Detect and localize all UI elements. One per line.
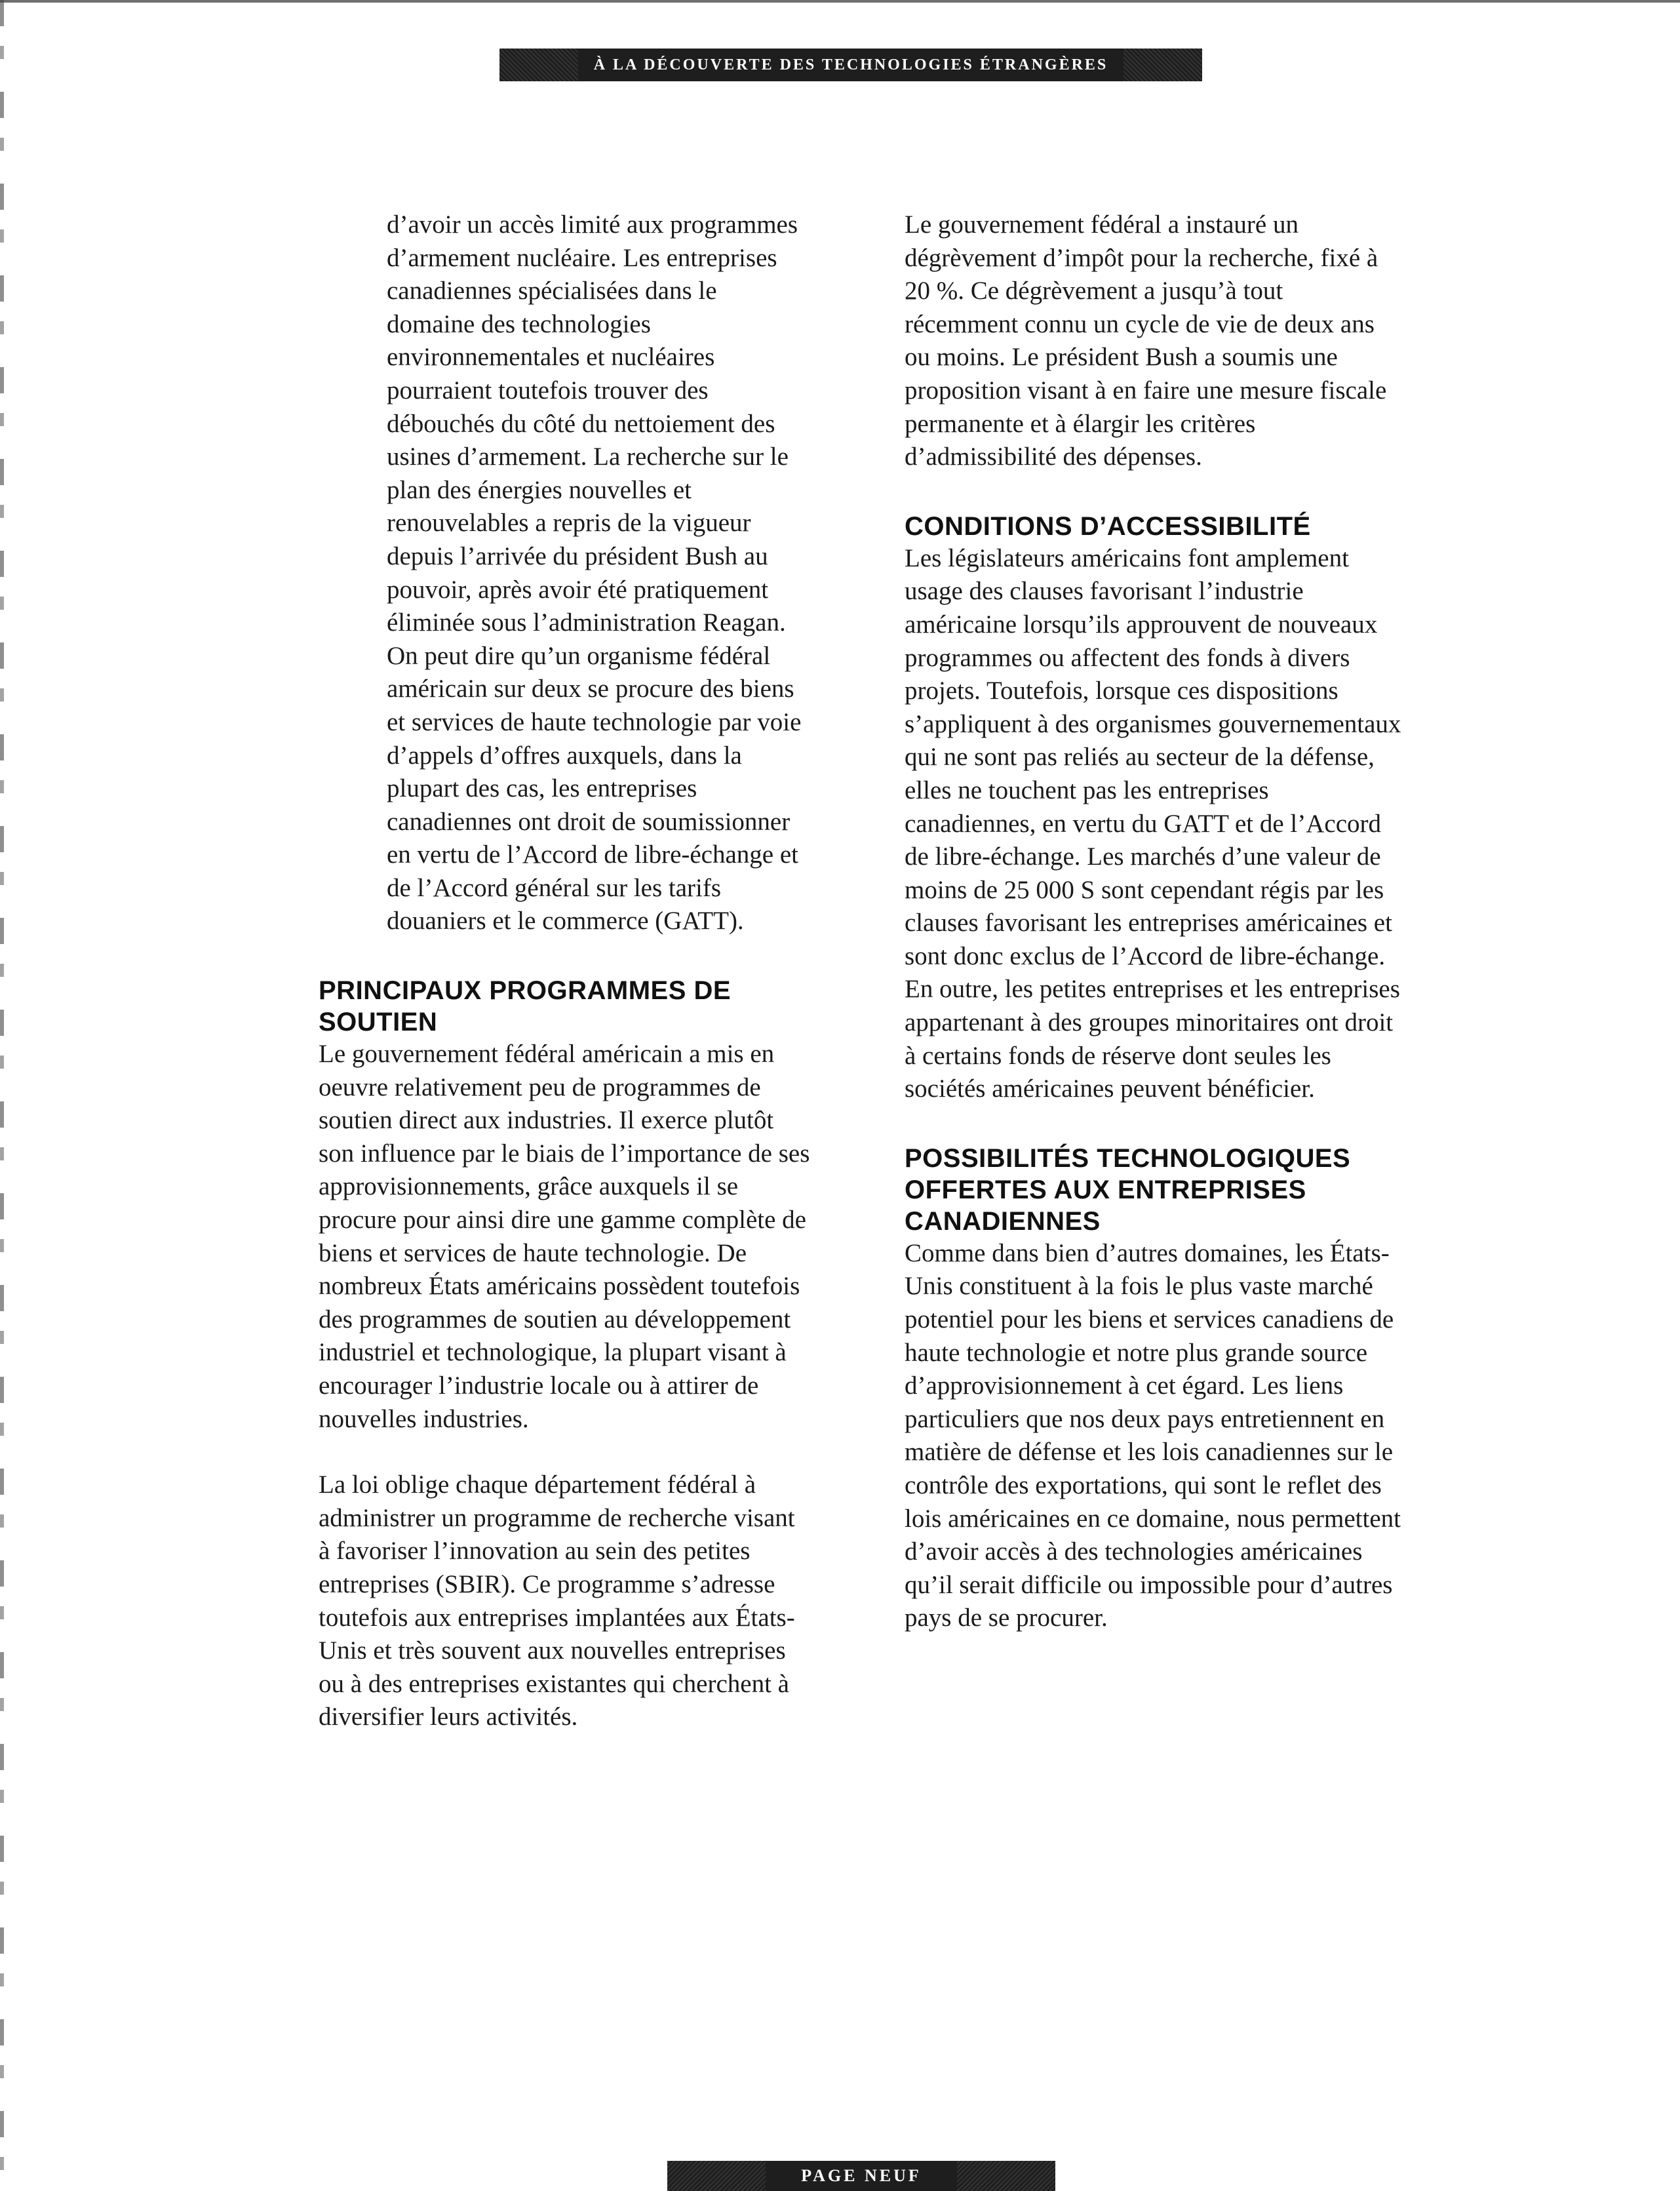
right-paragraph-2: Les législateurs américains font amplement usage des clauses favorisant l’industrie américaine lorsqu’ils approuvent de nouveaux programmes ou affectent des fonds à divers projets. Toutefois, lorsque ces dispositions s’appliquent à des organismes gouvernementaux qui ne sont pas reliés au secteur de la défense, elles ne touchent pas les entreprises canadiennes, en vertu du GATT et de l’Accord de libre-échange. Les marchés d’une valeur de moins de 25 000 S sont cependant régis par les clauses favorisant les entreprises américaines et sont donc exclus de l’Accord de libre-échange. En outre, les petites entreprises et les entreprises appartenant à des groupes minoritaires ont droit à certains fonds de réserve dont seules les sociétés américaines peuvent bénéficier. [905,543,1401,1103]
left-paragraph-2: La loi oblige chaque département fédéral à administrer un programme de recherche visant à favoriser l’innovation au sein des petites entreprises (SBIR). Ce programme s’adresse toutefois aux entreprises implantées aux États-Unis et très souvent aux nouvelles entreprises ou à des entreprises existantes qui cherchent à diversifier leurs activités. [319,1471,795,1731]
right-paragraph-1: Le gouvernement fédéral a instauré un dégrèvement d’impôt pour la recherche, fixé à 20 %. Ce dégrèvement a jusqu’à tout récemment connu un cycle de vie de deux ans ou moins. Le président Bush a soumis une proposition visant à en faire une mesure fiscale permanente et à élargir les critères d’admissibilité des dépenses. [905,210,1387,471]
left-column [319,208,810,1734]
header-texture-left [499,49,578,81]
page-number-label: PAGE NEUF [801,2166,922,2185]
section-heading-possibilites: POSSIBILITÉS TECHNOLOGIQUES OFFERTES AUX ENTREPRISES CANADIENNES [905,1143,1351,1236]
section-heading-principaux-programmes: PRINCIPAUX PROGRAMMES DE SOUTIEN [319,976,732,1037]
header-texture-right [1123,49,1202,81]
right-column [905,208,1403,1635]
scan-left-edge [0,0,4,2191]
left-lead-paragraph: d’avoir un accès limité aux programmes d’armement nucléaire. Les entreprises canadiennes spécialisées dans le domaine des technologies environnementales et nucléaires pourraient toutefois trouver des débouchés du côté du nettoiement des usines d’armement. La recherche sur le plan des énergies nouvelles et renouvelables a repris de la vigueur depuis l’arrivée du président Bush au pouvoir, après avoir été pratiquement éliminée sous l’administration Reagan. On peut dire qu’un organisme fédéral américain sur deux se procure des biens et services de haute technologie par voie d’appels d’offres auxquels, dans la plupart des cas, les entreprises canadiennes ont droit de soumissionner en vertu de l’Accord de libre-échange et de l’Accord général sur les tarifs douaniers et le commerce (GATT). [387,210,802,936]
footer-texture-left [667,2161,766,2191]
right-paragraph-3: Comme dans bien d’autres domaines, les États-Unis constituent à la fois le plus vaste marché potentiel pour les biens et services canadiens de haute technologie et notre plus grande source d’approvisionnement à cet égard. Les liens particuliers que nos deux pays entretiennent en matière de défense et les lois canadiennes sur le contrôle des exportations, qui sont le reflet des lois américaines en ce domaine, nous permettent d’avoir accès à des technologies américaines qu’il serait difficile ou impossible pour d’autres pays de se procurer. [905,1238,1401,1632]
section-heading-conditions: CONDITIONS D’ACCESSIBILITÉ [905,511,1311,541]
page-footer [667,2161,1055,2191]
footer-texture-right [957,2161,1055,2191]
running-header [499,49,1202,81]
scan-top-edge [0,0,1680,3]
left-paragraph-1: Le gouvernement fédéral américain a mis en oeuvre relativement peu de programmes de soutien direct aux industries. Il exerce plutôt son influence par le biais de l’importance de ses approvisionnements, grâce auxquels il se procure pour ainsi dire une gamme complète de biens et services de haute technologie. De nombreux États américains possèdent toutefois des programmes de soutien au développement industriel et technologique, la plupart visant à encourager l’industrie locale ou à attirer de nouvelles industries. [319,1040,810,1433]
running-header-title: À LA DÉCOUVERTE DES TECHNOLOGIES ÉTRANGÈRES [593,56,1108,73]
